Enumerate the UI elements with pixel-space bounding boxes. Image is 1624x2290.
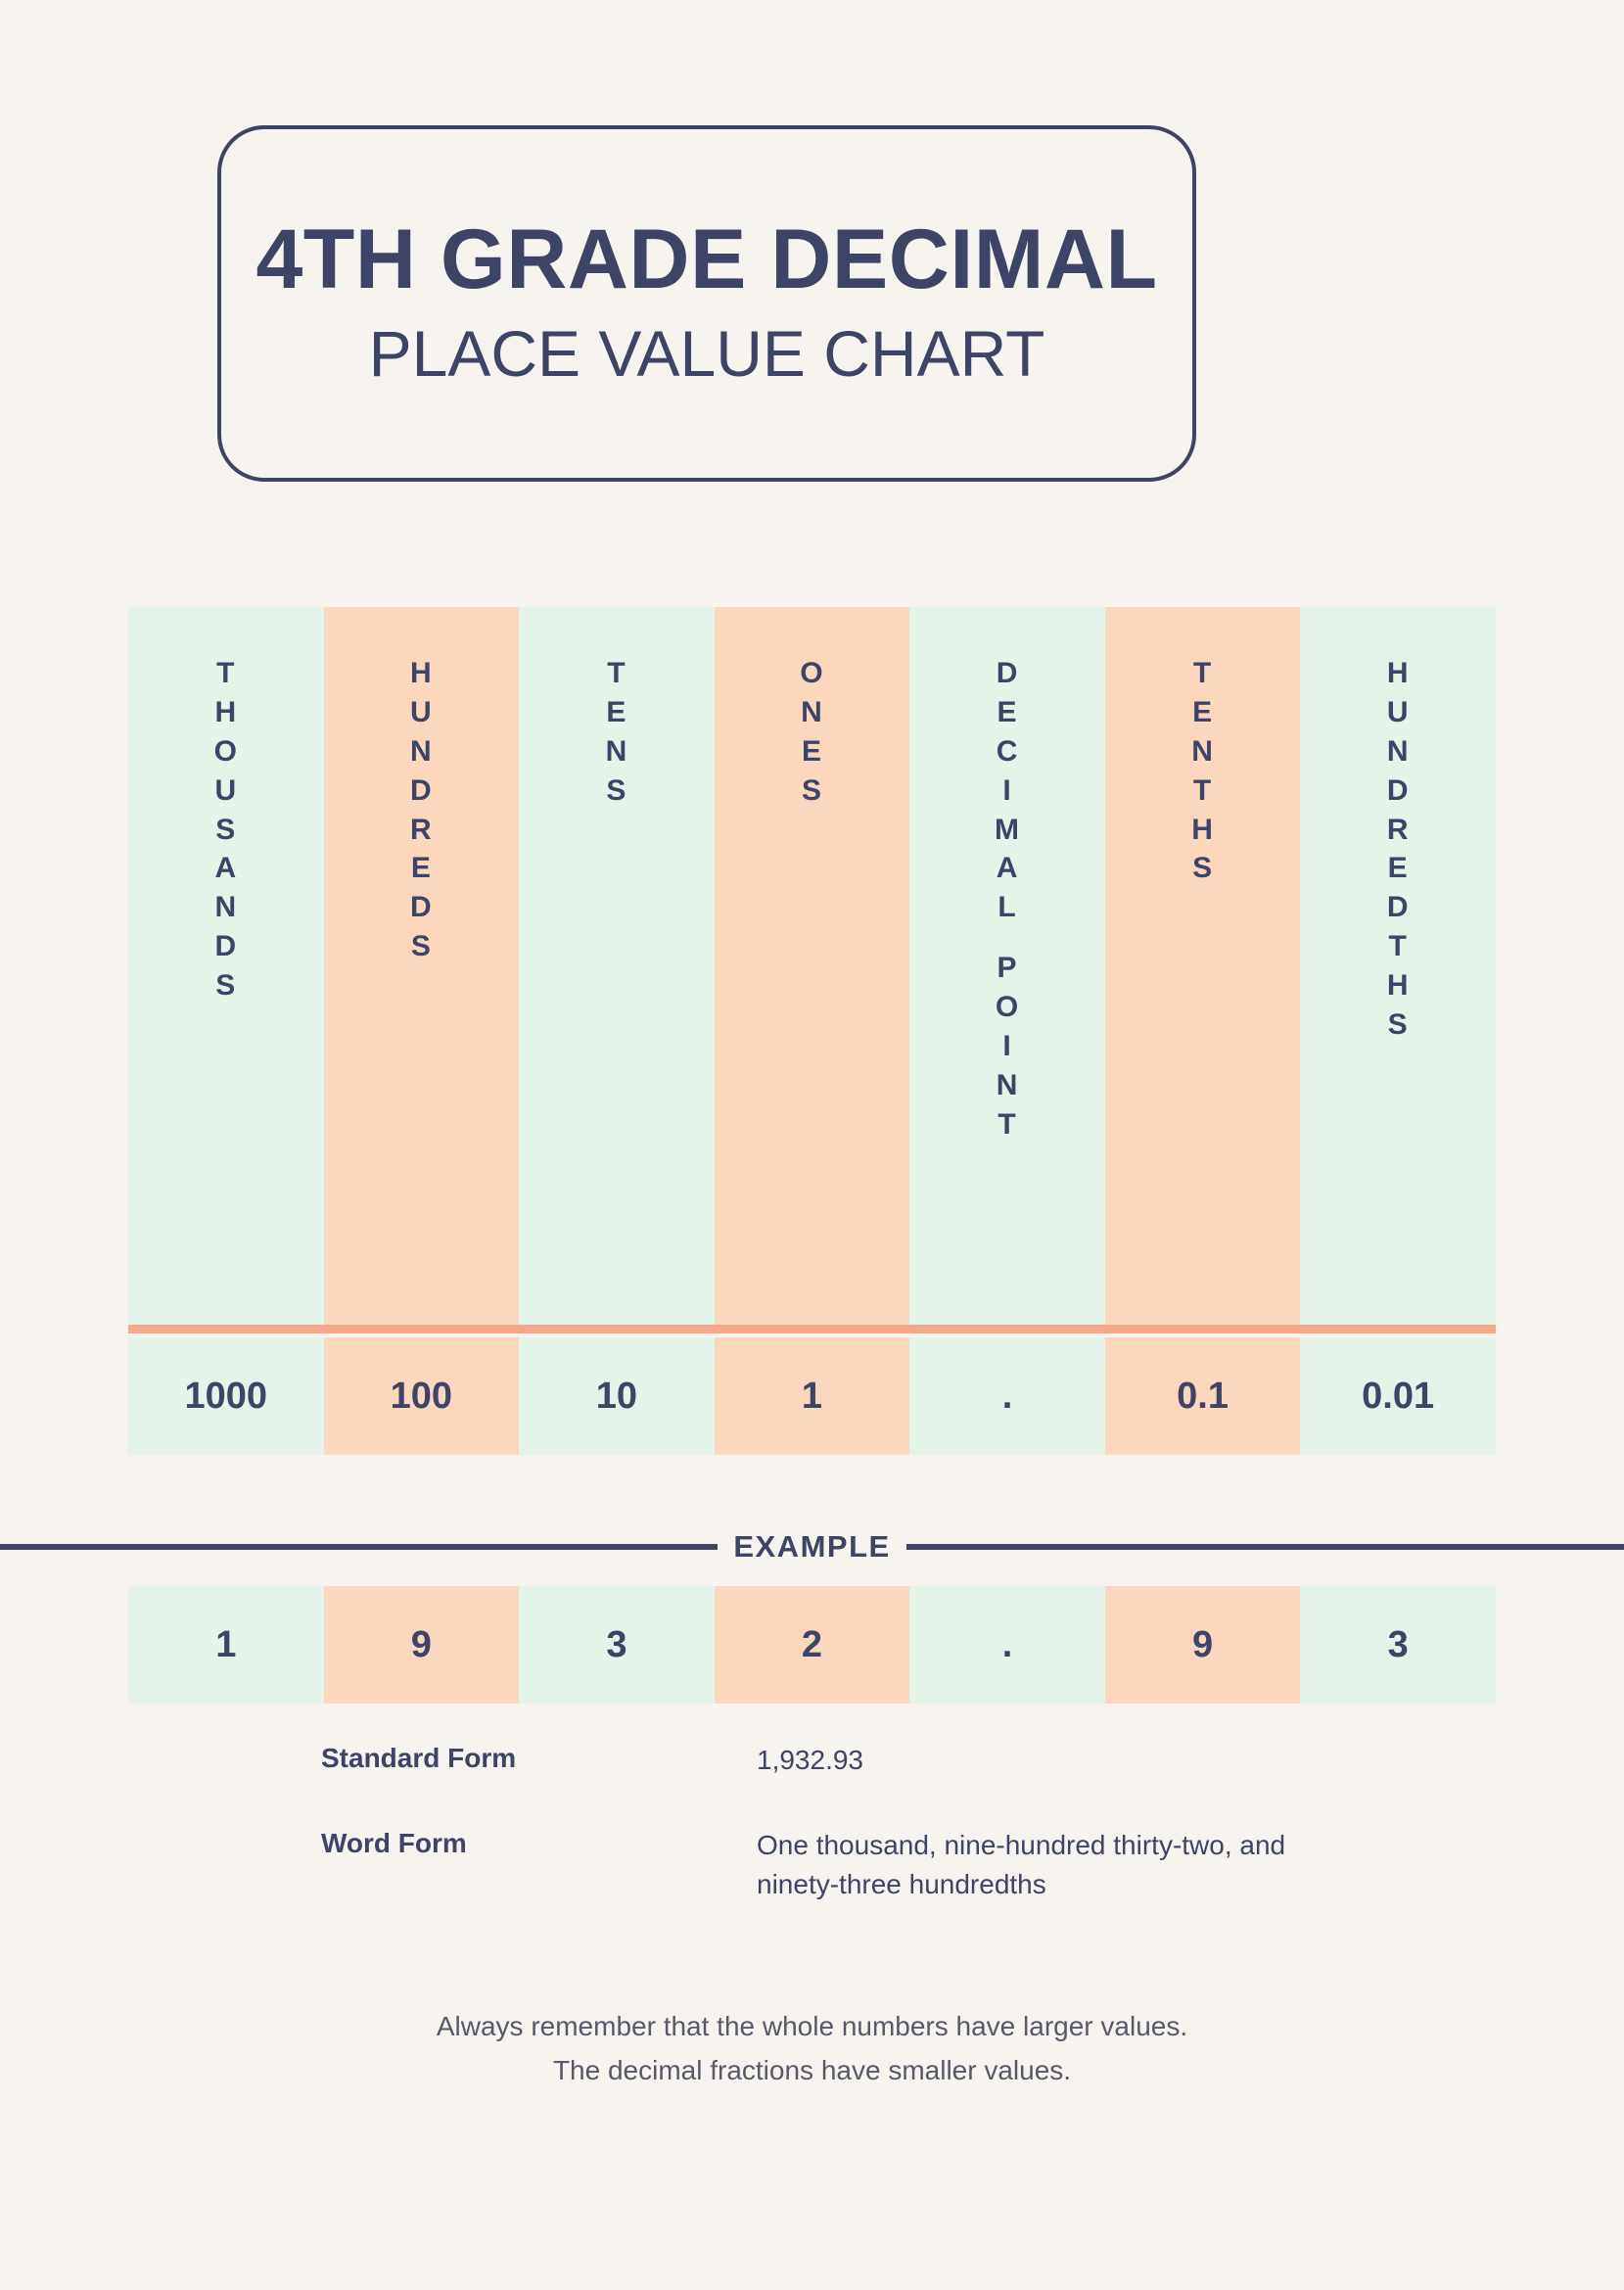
letter: E xyxy=(410,852,432,885)
footer-note-line2: The decimal fractions have smaller values. xyxy=(552,2054,1072,2085)
letter: D xyxy=(996,657,1019,689)
place-value-hundredths: 0.01 xyxy=(1300,1337,1496,1455)
letter: H xyxy=(1191,813,1214,846)
letter: E xyxy=(997,695,1018,728)
column-tens xyxy=(519,607,715,1332)
letter: D xyxy=(410,773,433,807)
standard-form-label: Standard Form xyxy=(321,1743,517,1773)
letter: D xyxy=(214,930,238,963)
letter: S xyxy=(1387,1008,1409,1042)
letter: T xyxy=(1192,773,1213,807)
letter: T xyxy=(607,657,626,689)
example-digit-decimal-point: . xyxy=(909,1586,1105,1704)
example-digit-tens: 3 xyxy=(519,1586,715,1704)
letter: U xyxy=(1386,695,1410,728)
letter: M xyxy=(995,813,1021,846)
letter: E xyxy=(1192,695,1214,728)
word-form-line xyxy=(321,1826,1398,1905)
header-label-hundredths xyxy=(1387,654,1410,1045)
letter: U xyxy=(410,695,433,728)
page-subtitle: PLACE VALUE CHART xyxy=(368,317,1045,391)
header-cell-decimal-point xyxy=(909,607,1105,1332)
header-cell-ones xyxy=(715,607,910,1332)
letter: H xyxy=(410,657,433,689)
letter: S xyxy=(606,773,627,807)
example-digit-ones: 2 xyxy=(715,1586,910,1704)
letter: T xyxy=(1192,657,1213,689)
header-cell-hundreds xyxy=(324,607,520,1332)
place-value-tens: 10 xyxy=(519,1337,715,1455)
header-row xyxy=(128,607,1496,1332)
letter: D xyxy=(1386,891,1410,924)
page-title: 4TH GRADE DECIMAL xyxy=(255,211,1158,306)
column-hundreds xyxy=(324,607,520,1332)
header-label-ones xyxy=(800,654,823,811)
letter: T xyxy=(998,1107,1017,1141)
example-digit-row xyxy=(128,1586,1496,1704)
letter: N xyxy=(605,734,628,768)
letter: T xyxy=(1388,930,1408,963)
letter: N xyxy=(214,891,238,924)
example-digit-hundreds: 9 xyxy=(324,1586,520,1704)
letter: S xyxy=(410,930,432,963)
separator-line-left xyxy=(0,1544,718,1550)
letter: D xyxy=(1386,773,1410,807)
letter: R xyxy=(410,813,433,846)
letter: S xyxy=(1192,852,1214,885)
letter: I xyxy=(1002,1030,1012,1063)
example-label: EXAMPLE xyxy=(733,1529,891,1564)
example-digit-tenths: 9 xyxy=(1105,1586,1301,1704)
letter: N xyxy=(996,1068,1019,1101)
header-label-tens xyxy=(606,654,628,811)
letter: O xyxy=(800,657,824,689)
header-label-hundreds xyxy=(410,654,433,966)
header-label-thousands xyxy=(214,654,238,1005)
standard-form-value: 1,932.93 xyxy=(757,1745,863,1775)
letter: N xyxy=(1386,734,1410,768)
place-value-row-wrapper xyxy=(128,1337,1496,1455)
word-form-label: Word Form xyxy=(321,1827,467,1858)
letter: T xyxy=(216,657,236,689)
column-ones xyxy=(715,607,910,1332)
letter: O xyxy=(995,991,1020,1024)
letter: E xyxy=(606,695,627,728)
letter: R xyxy=(1386,813,1410,846)
letter: S xyxy=(215,969,237,1003)
separator-line-right xyxy=(906,1544,1624,1550)
header-cell-thousands xyxy=(128,607,324,1332)
place-value-ones: 1 xyxy=(715,1337,910,1455)
example-separator xyxy=(0,1529,1624,1565)
header-divider-line xyxy=(128,1325,1496,1333)
place-value-row xyxy=(128,1337,1496,1455)
column-decimal-point xyxy=(909,607,1105,1332)
letter: I xyxy=(1002,773,1012,807)
place-value-thousands: 1000 xyxy=(128,1337,324,1455)
letter: O xyxy=(213,734,238,768)
letter: E xyxy=(1387,852,1409,885)
column-hundredths xyxy=(1300,607,1496,1332)
letter: D xyxy=(410,891,433,924)
footer-note-line1: Always remember that the whole numbers have larger values. xyxy=(436,2011,1188,2041)
place-value-decimal-point: . xyxy=(909,1337,1105,1455)
place-value-chart xyxy=(128,607,1496,1332)
footer-note xyxy=(0,2005,1624,2093)
standard-form-line xyxy=(321,1741,1398,1781)
letter: N xyxy=(1191,734,1214,768)
letter: A xyxy=(996,852,1019,885)
letter: U xyxy=(214,773,238,807)
column-thousands xyxy=(128,607,324,1332)
place-value-tenths: 0.1 xyxy=(1105,1337,1301,1455)
letter: N xyxy=(410,734,433,768)
example-forms xyxy=(321,1741,1398,1950)
letter: N xyxy=(801,695,823,728)
header-label-decimal-point xyxy=(995,654,1020,1145)
header-cell-hundredths xyxy=(1300,607,1496,1332)
letter: C xyxy=(996,734,1019,768)
letter: P xyxy=(997,952,1018,985)
letter: S xyxy=(801,773,822,807)
column-tenths xyxy=(1105,607,1301,1332)
letter: S xyxy=(215,813,237,846)
example-digit-hundredths: 3 xyxy=(1300,1586,1496,1704)
place-value-hundreds: 100 xyxy=(324,1337,520,1455)
header-label-tenths xyxy=(1191,654,1214,888)
title-box xyxy=(217,125,1196,482)
letter: E xyxy=(801,734,822,768)
header-cell-tens xyxy=(519,607,715,1332)
word-form-value: One thousand, nine-hundred thirty-two, and ninety-three hundredths xyxy=(757,1829,1286,1900)
letter: L xyxy=(998,891,1017,924)
letter: H xyxy=(1386,657,1410,689)
example-digit-thousands: 1 xyxy=(128,1586,324,1704)
letter: H xyxy=(214,695,238,728)
header-cell-tenths xyxy=(1105,607,1301,1332)
letter: A xyxy=(214,852,238,885)
letter: H xyxy=(1386,969,1410,1003)
